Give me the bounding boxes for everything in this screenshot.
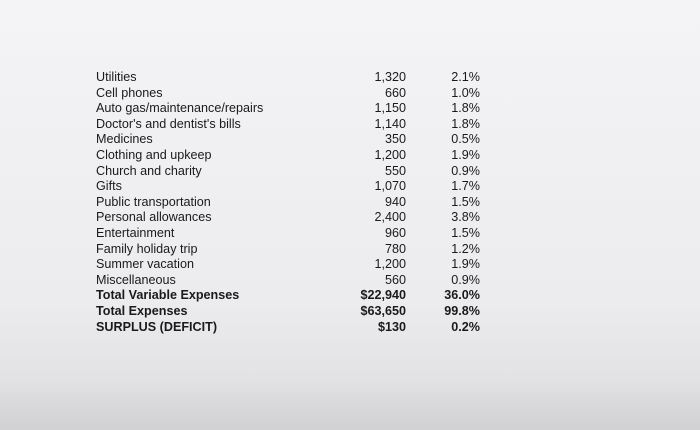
- table-row: [96, 210, 480, 226]
- row-label: Miscellaneous: [96, 272, 176, 287]
- row-amount: 1,200: [374, 257, 406, 272]
- expense-table: [96, 70, 480, 335]
- total-amount: $63,650: [360, 303, 406, 318]
- total-label: Total Variable Expenses: [96, 288, 240, 303]
- table-row: [96, 101, 480, 117]
- row-amount: 1,140: [374, 116, 406, 131]
- row-amount: 940: [384, 194, 406, 209]
- total-label: Total Expenses: [96, 303, 188, 318]
- row-percent: 1.8%: [451, 101, 480, 116]
- table-row: [96, 195, 480, 211]
- row-label: Clothing and upkeep: [96, 147, 212, 162]
- row-percent: 0.9%: [451, 272, 480, 287]
- row-label: Cell phones: [96, 85, 163, 100]
- row-amount: 960: [384, 225, 406, 240]
- total-row: [96, 304, 480, 320]
- row-percent: 1.5%: [451, 194, 480, 209]
- row-percent: 3.8%: [451, 210, 480, 225]
- row-amount: 1,200: [374, 147, 406, 162]
- surplus-label: SURPLUS (DEFICIT): [96, 319, 218, 334]
- row-percent: 0.5%: [451, 132, 480, 147]
- row-label: Auto gas/maintenance/repairs: [96, 101, 264, 116]
- row-percent: 2.1%: [451, 70, 480, 84]
- row-label: Public transportation: [96, 194, 211, 209]
- row-label: Entertainment: [96, 225, 175, 240]
- row-label: Utilities: [96, 70, 137, 84]
- row-label: Church and charity: [96, 163, 202, 178]
- table-row: [96, 242, 480, 258]
- total-percent: 99.8%: [444, 303, 480, 318]
- total-row: [96, 288, 480, 304]
- table-row: [96, 117, 480, 133]
- row-amount: 780: [384, 241, 406, 256]
- row-amount: 350: [384, 132, 406, 147]
- row-label: Doctor's and dentist's bills: [96, 116, 241, 131]
- surplus-amount: $130: [377, 319, 406, 334]
- row-label: Personal allowances: [96, 210, 212, 225]
- row-label: Family holiday trip: [96, 241, 198, 256]
- row-percent: 1.0%: [451, 85, 480, 100]
- total-amount: $22,940: [360, 288, 406, 303]
- surplus-percent: 0.2%: [451, 319, 480, 334]
- row-percent: 1.2%: [451, 241, 480, 256]
- row-amount: 560: [384, 272, 406, 287]
- row-amount: 1,320: [374, 70, 406, 84]
- row-amount: 2,400: [374, 210, 406, 225]
- row-percent: 1.7%: [451, 179, 480, 194]
- table-row: [96, 70, 480, 86]
- total-percent: 36.0%: [444, 288, 480, 303]
- table-row: [96, 179, 480, 195]
- row-amount: 1,150: [374, 101, 406, 116]
- table-row: [96, 132, 480, 148]
- row-percent: 0.9%: [451, 163, 480, 178]
- table-row: [96, 273, 480, 289]
- row-label: Gifts: [96, 179, 122, 194]
- table-row: [96, 86, 480, 102]
- table-row: [96, 164, 480, 180]
- row-amount: 660: [384, 85, 406, 100]
- table-row: [96, 148, 480, 164]
- row-percent: 1.9%: [451, 257, 480, 272]
- row-amount: 550: [384, 163, 406, 178]
- row-amount: 1,070: [374, 179, 406, 194]
- bottom-shadow: [0, 380, 700, 430]
- table-row: [96, 226, 480, 242]
- row-label: Medicines: [96, 132, 153, 147]
- row-percent: 1.5%: [451, 225, 480, 240]
- row-percent: 1.9%: [451, 147, 480, 162]
- surplus-row: [96, 320, 480, 336]
- row-percent: 1.8%: [451, 116, 480, 131]
- row-label: Summer vacation: [96, 257, 194, 272]
- table-row: [96, 257, 480, 273]
